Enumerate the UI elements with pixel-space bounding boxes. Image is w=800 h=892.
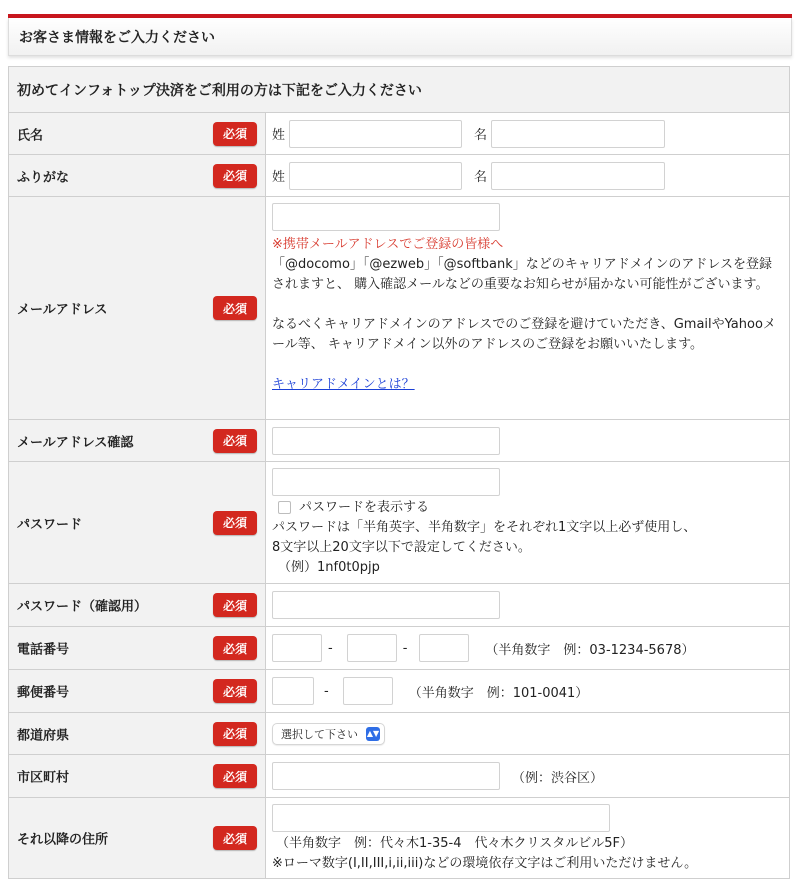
email-warning: ※携帯メールアドレスでご登録の皆様へ — [272, 237, 504, 252]
phone-part-2-input[interactable] — [347, 634, 397, 662]
password-rule-2: 8文字以上20文字以下で設定してください。 — [272, 540, 531, 555]
email-note-1: 「@docomo」「@ezweb」「@softbank」などのキャリアドメインのアドレスを登録されますと、 購入確認メールなどの重要なお知らせが届かない可能性がございます。 — [272, 257, 773, 292]
password-rule-1: パスワードは「半角英字、半角数字」をそれぞれ1文字以上必ず使用し、 — [272, 520, 697, 535]
required-badge: 必須 — [213, 593, 257, 617]
row-email-confirm — [9, 420, 789, 462]
row-prefecture — [9, 713, 789, 755]
mei-label: 名 — [474, 170, 488, 185]
prefecture-select[interactable] — [272, 723, 385, 745]
email-input[interactable] — [272, 203, 500, 231]
row-password-confirm — [9, 584, 789, 627]
address-note-2: ※ローマ数字(I,II,III,i,ii,iii)などの環境依存文字はご利用いただけません。 — [272, 856, 698, 871]
row-name — [9, 113, 789, 155]
row-address — [9, 798, 789, 878]
city-note: （例：渋谷区） — [512, 770, 604, 786]
field-label: ふりがな — [17, 170, 70, 185]
field-label: 市区町村 — [17, 770, 70, 786]
field-label: パスワード（確認用） — [17, 599, 148, 615]
show-password-checkbox[interactable] — [278, 501, 291, 514]
required-badge: 必須 — [213, 764, 257, 788]
phone-part-1-input[interactable] — [272, 634, 322, 662]
phone-part-3-input[interactable] — [419, 634, 469, 662]
field-label: 郵便番号 — [17, 685, 70, 701]
customer-info-form — [8, 66, 790, 879]
postal-part-2-input[interactable] — [343, 677, 393, 705]
form-header — [9, 67, 789, 113]
required-badge: 必須 — [213, 826, 257, 850]
password-input[interactable] — [272, 468, 500, 496]
field-label: メールアドレス確認 — [17, 435, 134, 450]
email-confirm-input[interactable] — [272, 427, 500, 455]
field-label: メールアドレス — [17, 302, 108, 318]
required-badge: 必須 — [213, 122, 257, 146]
required-badge: 必須 — [213, 164, 257, 188]
required-badge: 必須 — [213, 511, 257, 535]
sei-label: 姓 — [272, 128, 286, 143]
last-name-kana-input[interactable] — [289, 162, 462, 190]
first-name-input[interactable] — [491, 120, 665, 148]
form-title: 初めてインフォトップ決済をご利用の方は下記をご入力ください — [17, 83, 422, 99]
address-note-1: （半角数字 例：代々木1-35-4 代々木クリスタルビル5F） — [276, 836, 633, 851]
required-badge: 必須 — [213, 722, 257, 746]
required-badge: 必須 — [213, 296, 257, 320]
separator: - — [324, 683, 329, 699]
required-badge: 必須 — [213, 429, 257, 453]
password-example: （例）1nf0t0pjp — [278, 560, 380, 575]
field-label: それ以降の住所 — [17, 832, 109, 848]
phone-note: （半角数字 例：03-1234-5678） — [485, 642, 695, 658]
field-label: パスワード — [17, 517, 83, 532]
prefecture-selected-value: 選択して下さい — [281, 727, 358, 741]
carrier-domain-link[interactable]: キャリアドメインとは？ — [272, 377, 415, 392]
row-furigana — [9, 155, 789, 197]
required-badge: 必須 — [213, 636, 257, 660]
last-name-input[interactable] — [289, 120, 462, 148]
row-city — [9, 755, 789, 798]
row-postal — [9, 670, 789, 713]
section-title: お客さま情報をご入力ください — [19, 30, 215, 46]
field-label: 電話番号 — [17, 642, 70, 658]
select-arrows-icon: ▲▼ — [366, 727, 380, 741]
password-confirm-input[interactable] — [272, 591, 500, 619]
sei-label: 姓 — [272, 170, 286, 185]
separator: - — [328, 640, 333, 656]
address-input[interactable] — [272, 804, 610, 832]
row-phone — [9, 627, 789, 670]
postal-part-1-input[interactable] — [272, 677, 314, 705]
email-note-2: なるべくキャリアドメインのアドレスでのご登録を避けていただき、GmailやYahooメール等、 キャリアドメイン以外のアドレスのご登録をお願いいたします。 — [272, 317, 776, 352]
field-label: 都道府県 — [17, 728, 70, 743]
section-header — [8, 18, 792, 56]
first-name-kana-input[interactable] — [491, 162, 665, 190]
mei-label: 名 — [474, 128, 488, 143]
row-password — [9, 462, 789, 584]
row-email — [9, 197, 789, 420]
required-badge: 必須 — [213, 679, 257, 703]
show-password-label[interactable]: パスワードを表示する — [299, 500, 430, 515]
field-label: 氏名 — [17, 128, 44, 143]
postal-note: （半角数字 例：101-0041） — [408, 685, 589, 701]
city-input[interactable] — [272, 762, 500, 790]
separator: - — [402, 640, 408, 656]
